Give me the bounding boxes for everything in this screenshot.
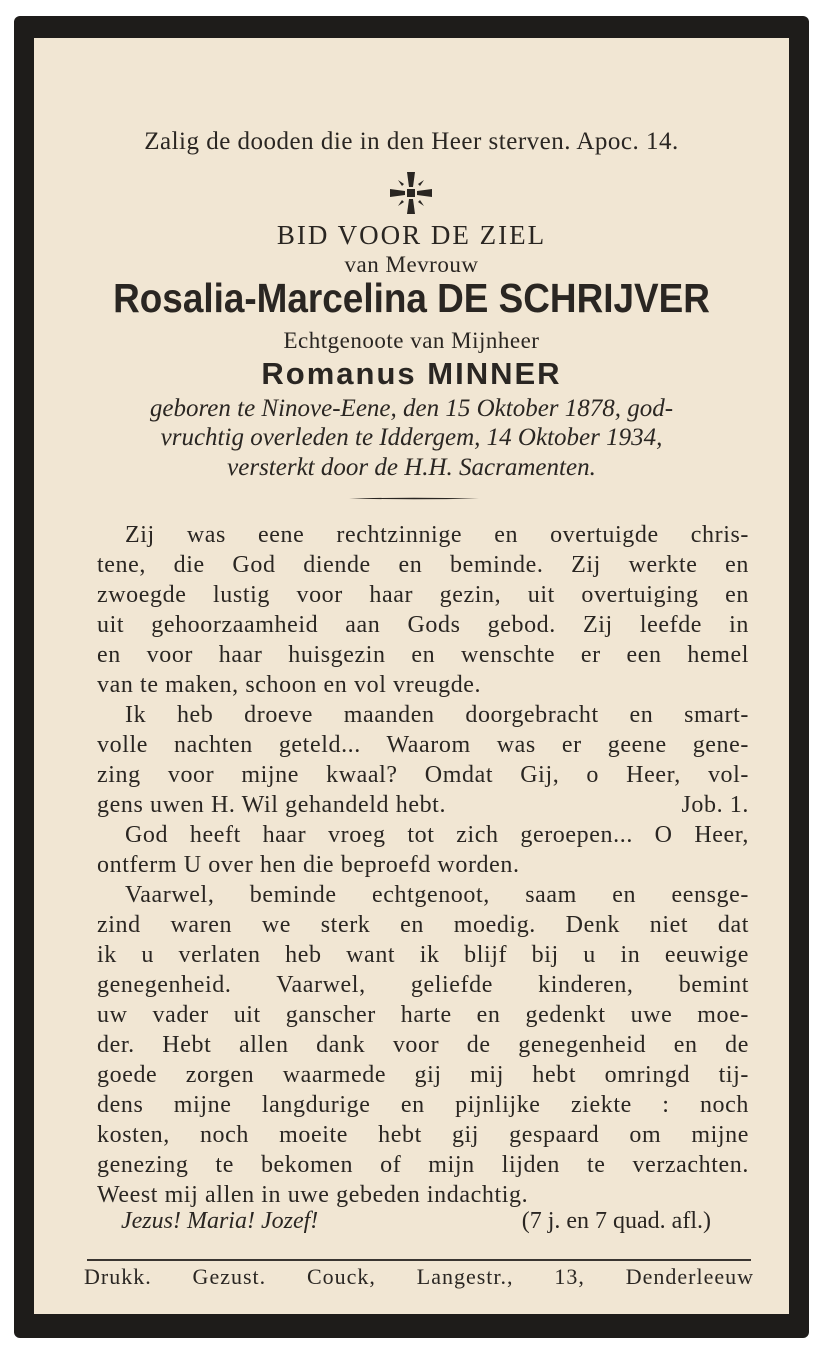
body-line: der. Hebt allen dank voor de genegenheid en de bbox=[97, 1032, 749, 1058]
body-line: tene, die God diende en beminde. Zij werkte en bbox=[97, 552, 749, 578]
epigraph: Zalig de dooden die in den Heer sterven. Apoc. 14. bbox=[144, 128, 679, 155]
indulgence-note: (7 j. en 7 quad. afl.) bbox=[521, 1208, 711, 1234]
body-line: dens mijne langdurige en pijnlijke ziekte : noch bbox=[97, 1092, 749, 1118]
printer-imprint: Drukk. Gezust. Couck, Langestr., 13, Denderleeuw bbox=[84, 1264, 754, 1289]
body-line: ik u verlaten heb want ik blijf bij u in eeuwige bbox=[97, 942, 749, 968]
body-line: van te maken, schoon en vol vreugde. bbox=[97, 672, 482, 698]
separator-ornament bbox=[349, 497, 479, 500]
spouse-title: Echtgenoote van Mijnheer bbox=[283, 328, 540, 353]
heading-van: van Mevrouw bbox=[344, 252, 479, 277]
body-line: volle nachten geteld... Waarom was er geene gene- bbox=[97, 732, 749, 758]
bible-reference: Job. 1. bbox=[681, 792, 749, 818]
body-line: uit gehoorzaamheid aan Gods gebod. Zij leefde in bbox=[97, 612, 749, 638]
deceased-name: Rosalia-Marcelina DE SCHRIJVER bbox=[113, 275, 710, 321]
body-line: genezing te bekomen of mijn lijden te verzachten. bbox=[97, 1152, 749, 1178]
memorial-card-frame bbox=[14, 16, 809, 1338]
body-line: en voor haar huisgezin en wenschte er een hemel bbox=[97, 642, 749, 668]
memorial-card-paper bbox=[34, 38, 789, 1314]
body-line: kosten, noch moeite hebt gij gespaard om mijne bbox=[97, 1122, 749, 1148]
body-line: goede zorgen waarmede gij mij hebt omringd tij- bbox=[97, 1062, 749, 1088]
birth-line: geboren te Ninove-Eene, den 15 Oktober 1878, god- bbox=[149, 395, 674, 422]
body-line: Vaarwel, beminde echtgenoot, saam en eensge- bbox=[125, 882, 749, 908]
body-line: uw vader uit ganscher harte en gedenkt uwe moe- bbox=[97, 1002, 749, 1028]
closing-prayer: Jezus! Maria! Jozef! bbox=[121, 1208, 319, 1234]
spouse-name: Romanus MINNER bbox=[261, 356, 562, 391]
body-line: gens uwen H. Wil gehandeld hebt. bbox=[97, 792, 447, 818]
body-line: genegenheid. Vaarwel, geliefde kinderen, bemint bbox=[97, 972, 749, 998]
body-line: Zij was eene rechtzinnige en overtuigde chris- bbox=[125, 522, 749, 548]
body-line: God heeft haar vroeg tot zich geroepen... O Heer, bbox=[125, 822, 749, 848]
body-line: ontferm U over hen die beproefd worden. bbox=[97, 852, 520, 878]
cross-icon bbox=[388, 170, 434, 216]
body-line: Ik heb droeve maanden doorgebracht en smart- bbox=[125, 702, 749, 728]
heading-bid: BID VOOR DE ZIEL bbox=[276, 220, 547, 250]
body-line: zing voor mijne kwaal? Omdat Gij, o Heer, vol- bbox=[97, 762, 749, 788]
body-line: zind waren we sterk en moedig. Denk niet dat bbox=[97, 912, 749, 938]
body-line: zwoegde lustig voor haar gezin, uit overtuiging en bbox=[97, 582, 749, 608]
birth-line: vruchtig overleden te Iddergem, 14 Oktober 1934, bbox=[160, 424, 663, 451]
birth-line: versterkt door de H.H. Sacramenten. bbox=[227, 454, 596, 481]
body-line: Weest mij allen in uwe gebeden indachtig. bbox=[97, 1182, 529, 1208]
footer-rule bbox=[87, 1259, 751, 1261]
